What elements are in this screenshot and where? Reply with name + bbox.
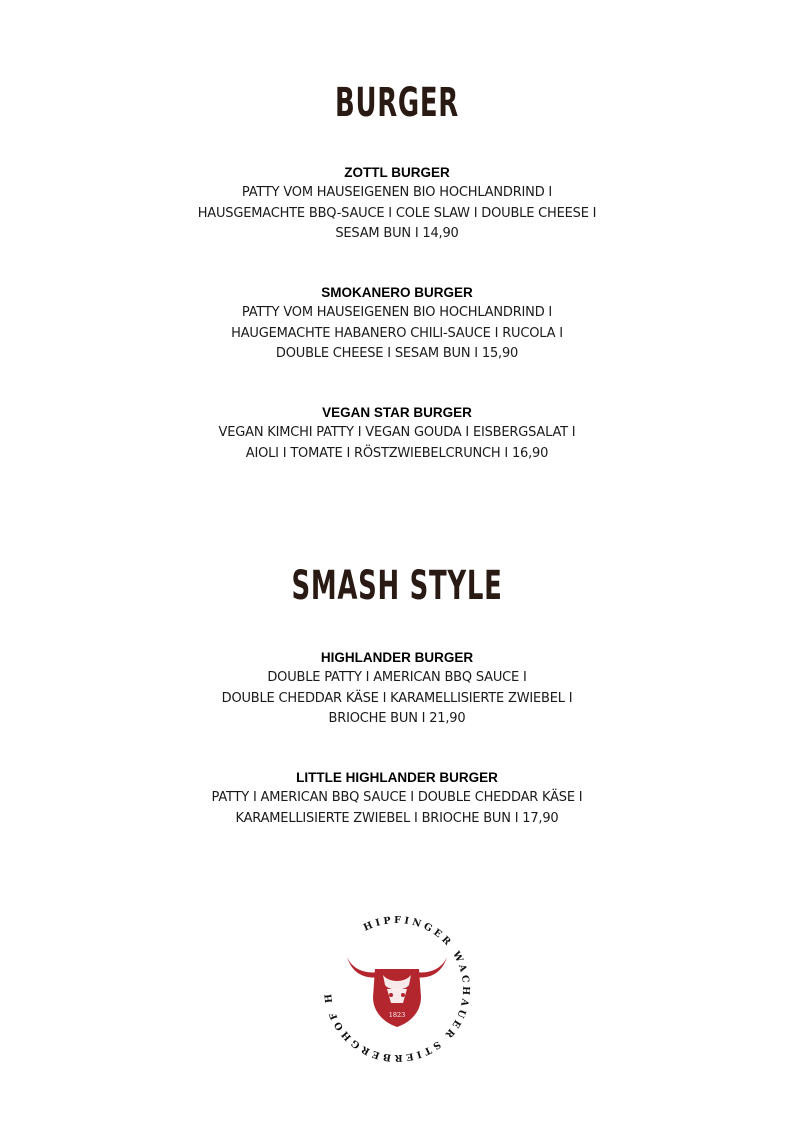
menu-item-name: HIGHLANDER BURGER <box>320 650 474 665</box>
menu-item-description-line: DOUBLE PATTY I AMERICAN BBQ SAUCE I <box>267 670 527 685</box>
menu-item-description-line: BRIOCHE BUN I 21,90 <box>328 711 466 726</box>
menu-item-zottl-burger <box>0 163 794 245</box>
menu-item-description-line: SESAM BUN I 14,90 <box>335 226 459 241</box>
menu-item-description-line: AIOLI I TOMATE I RÖSTZWIEBELCRUNCH I 16,90 <box>245 445 549 461</box>
section-title-smash-style: SMASH STYLE <box>291 563 503 609</box>
menu-item-vegan-star-burger <box>0 403 794 464</box>
menu-item-name: LITTLE HIGHLANDER BURGER <box>296 770 498 785</box>
menu-item-description-line: PATTY VOM HAUSEIGENEN BIO HOCHLANDRIND I <box>241 305 553 320</box>
logo-ring-text: HIPFINGER WACHAUER STIERBERGHOF H <box>322 914 472 1064</box>
menu-item-highlander-burger <box>0 648 794 730</box>
section-title-burger: BURGER <box>335 80 459 126</box>
menu-item-description-line: KARAMELLISIERTE ZWIEBEL I BRIOCHE BUN I 17,90 <box>235 810 559 826</box>
menu-item-smokanero-burger <box>0 283 794 365</box>
menu-item-description-line: DOUBLE CHEESE I SESAM BUN I 15,90 <box>275 346 519 361</box>
menu-item-description-line: VEGAN KIMCHI PATTY I VEGAN GOUDA I EISBERGSALAT I <box>218 425 576 440</box>
menu-item-name: ZOTTL BURGER <box>344 165 450 180</box>
menu-item-description-line: DOUBLE CHEDDAR KÄSE I KARAMELLISIERTE ZWIEBEL I <box>221 690 573 706</box>
menu-item-description-line: PATTY I AMERICAN BBQ SAUCE I DOUBLE CHEDDAR KÄSE I <box>211 790 583 805</box>
menu-item-description-line: PATTY VOM HAUSEIGENEN BIO HOCHLANDRIND I <box>241 185 553 200</box>
menu-item-description-line: HAUSGEMACHTE BBQ-SAUCE I COLE SLAW I DOUBLE CHEESE I <box>197 205 597 221</box>
highland-cattle-head-icon <box>347 957 447 1027</box>
menu-item-name: VEGAN STAR BURGER <box>322 405 472 420</box>
menu-item-name: SMOKANERO BURGER <box>321 285 473 300</box>
brand-logo <box>313 905 481 1073</box>
menu-item-little-highlander-burger <box>0 768 794 829</box>
logo-year: 1823 <box>388 1011 406 1019</box>
menu-item-description-line: HAUGEMACHTE HABANERO CHILI-SAUCE I RUCOLA I <box>231 325 563 341</box>
